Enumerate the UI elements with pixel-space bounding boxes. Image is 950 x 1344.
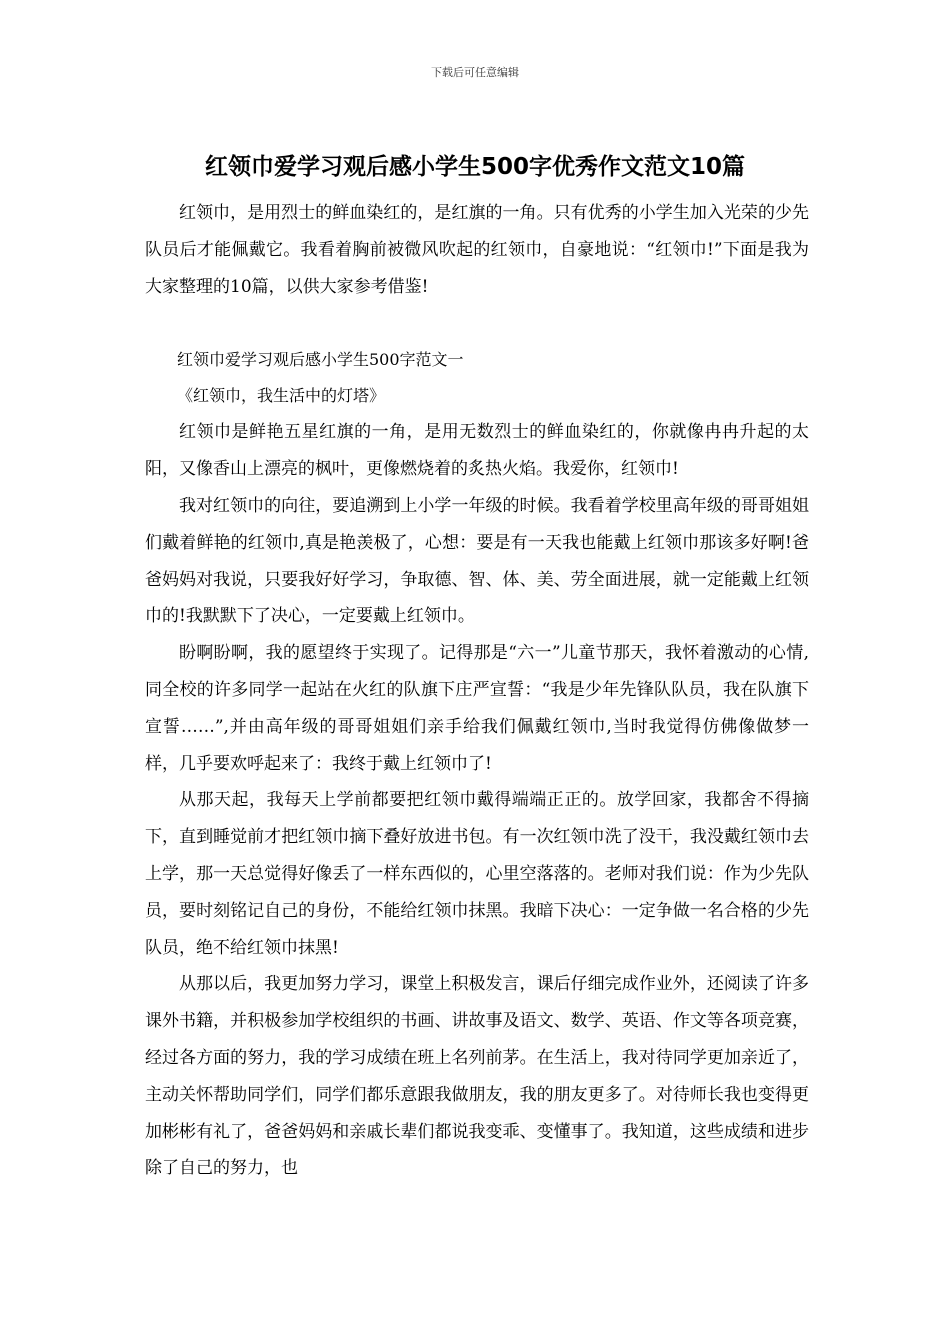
body-paragraph-1: 红领巾是鲜艳五星红旗的一角，是用无数烈士的鲜血染红的，你就像冉冉升起的太阳，又像香山上漂亮的枫叶，更像燃烧着的炙热火焰。我爱你，红领巾!: [145, 422, 809, 480]
blank-line: [145, 305, 809, 342]
body-paragraph-4: 从那天起，我每天上学前都要把红领巾戴得端端正正的。放学回家，我都舍不得摘下，直到睡觉前才把红领巾摘下叠好放进书包。有一次红领巾洗了没干，我没戴红领巾去上学，那一天总觉得好像丢了一样东西似的，心里空落落的。老师对我们说：作为少先队员，要时刻铭记自己的身份，不能给红领巾抹黑。我暗下决心：一定争做一名合格的少先队员，绝不给红领巾抹黑!: [145, 790, 809, 958]
document-body: [145, 195, 809, 1187]
essay-title: 《红领巾，我生活中的灯塔》: [177, 386, 386, 406]
intro-paragraph: 红领巾，是用烈士的鲜血染红的，是红旗的一角。只有优秀的小学生加入光荣的少先队员后才能佩戴它。我看着胸前被微风吹起的红领巾，自豪地说：“红领巾!”下面是我为大家整理的10篇，以供大家参考借鉴!: [145, 203, 809, 297]
body-paragraph-2: 我对红领巾的向往，要追溯到上小学一年级的时候。我看着学校里高年级的哥哥姐姐们戴着鲜艳的红领巾,真是艳羡极了，心想：要是有一天我也能戴上红领巾那该多好啊!爸爸妈妈对我说，只要我好好学习，争取德、智、体、美、劳全面进展，就一定能戴上红领巾的!我默默下了决心，一定要戴上红领巾。: [145, 495, 809, 627]
document-title: 红领巾爱学习观后感小学生500字优秀作文范文10篇: [204, 154, 746, 180]
section-heading: 红领巾爱学习观后感小学生500字范文一: [177, 350, 464, 370]
body-paragraph-5: 从那以后，我更加努力学习，课堂上积极发言，课后仔细完成作业外，还阅读了许多课外书籍，并积极参加学校组织的书画、讲故事及语文、数学、英语、作文等各项竞赛，经过各方面的努力，我的学习成绩在班上名列前茅。在生活上，我对待同学更加亲近了，主动关怀帮助同学们，同学们都乐意跟我做朋友，我的朋友更多了。对待师长我也变得更加彬彬有礼了，爸爸妈妈和亲戚长辈们都说我变乖、变懂事了。我知道，这些成绩和进步除了自己的努力，也: [145, 974, 809, 1179]
header-note: 下载后可任意编辑: [431, 66, 519, 79]
body-paragraph-3: 盼啊盼啊，我的愿望终于实现了。记得那是“六一”儿童节那天，我怀着激动的心情,同全校的许多同学一起站在火红的队旗下庄严宣誓：“我是少年先锋队队员，我在队旗下宣誓……”,并由高年级的哥哥姐姐们亲手给我们佩戴红领巾,当时我觉得仿佛像做梦一样，几乎要欢呼起来了：我终于戴上红领巾了!: [145, 643, 809, 774]
